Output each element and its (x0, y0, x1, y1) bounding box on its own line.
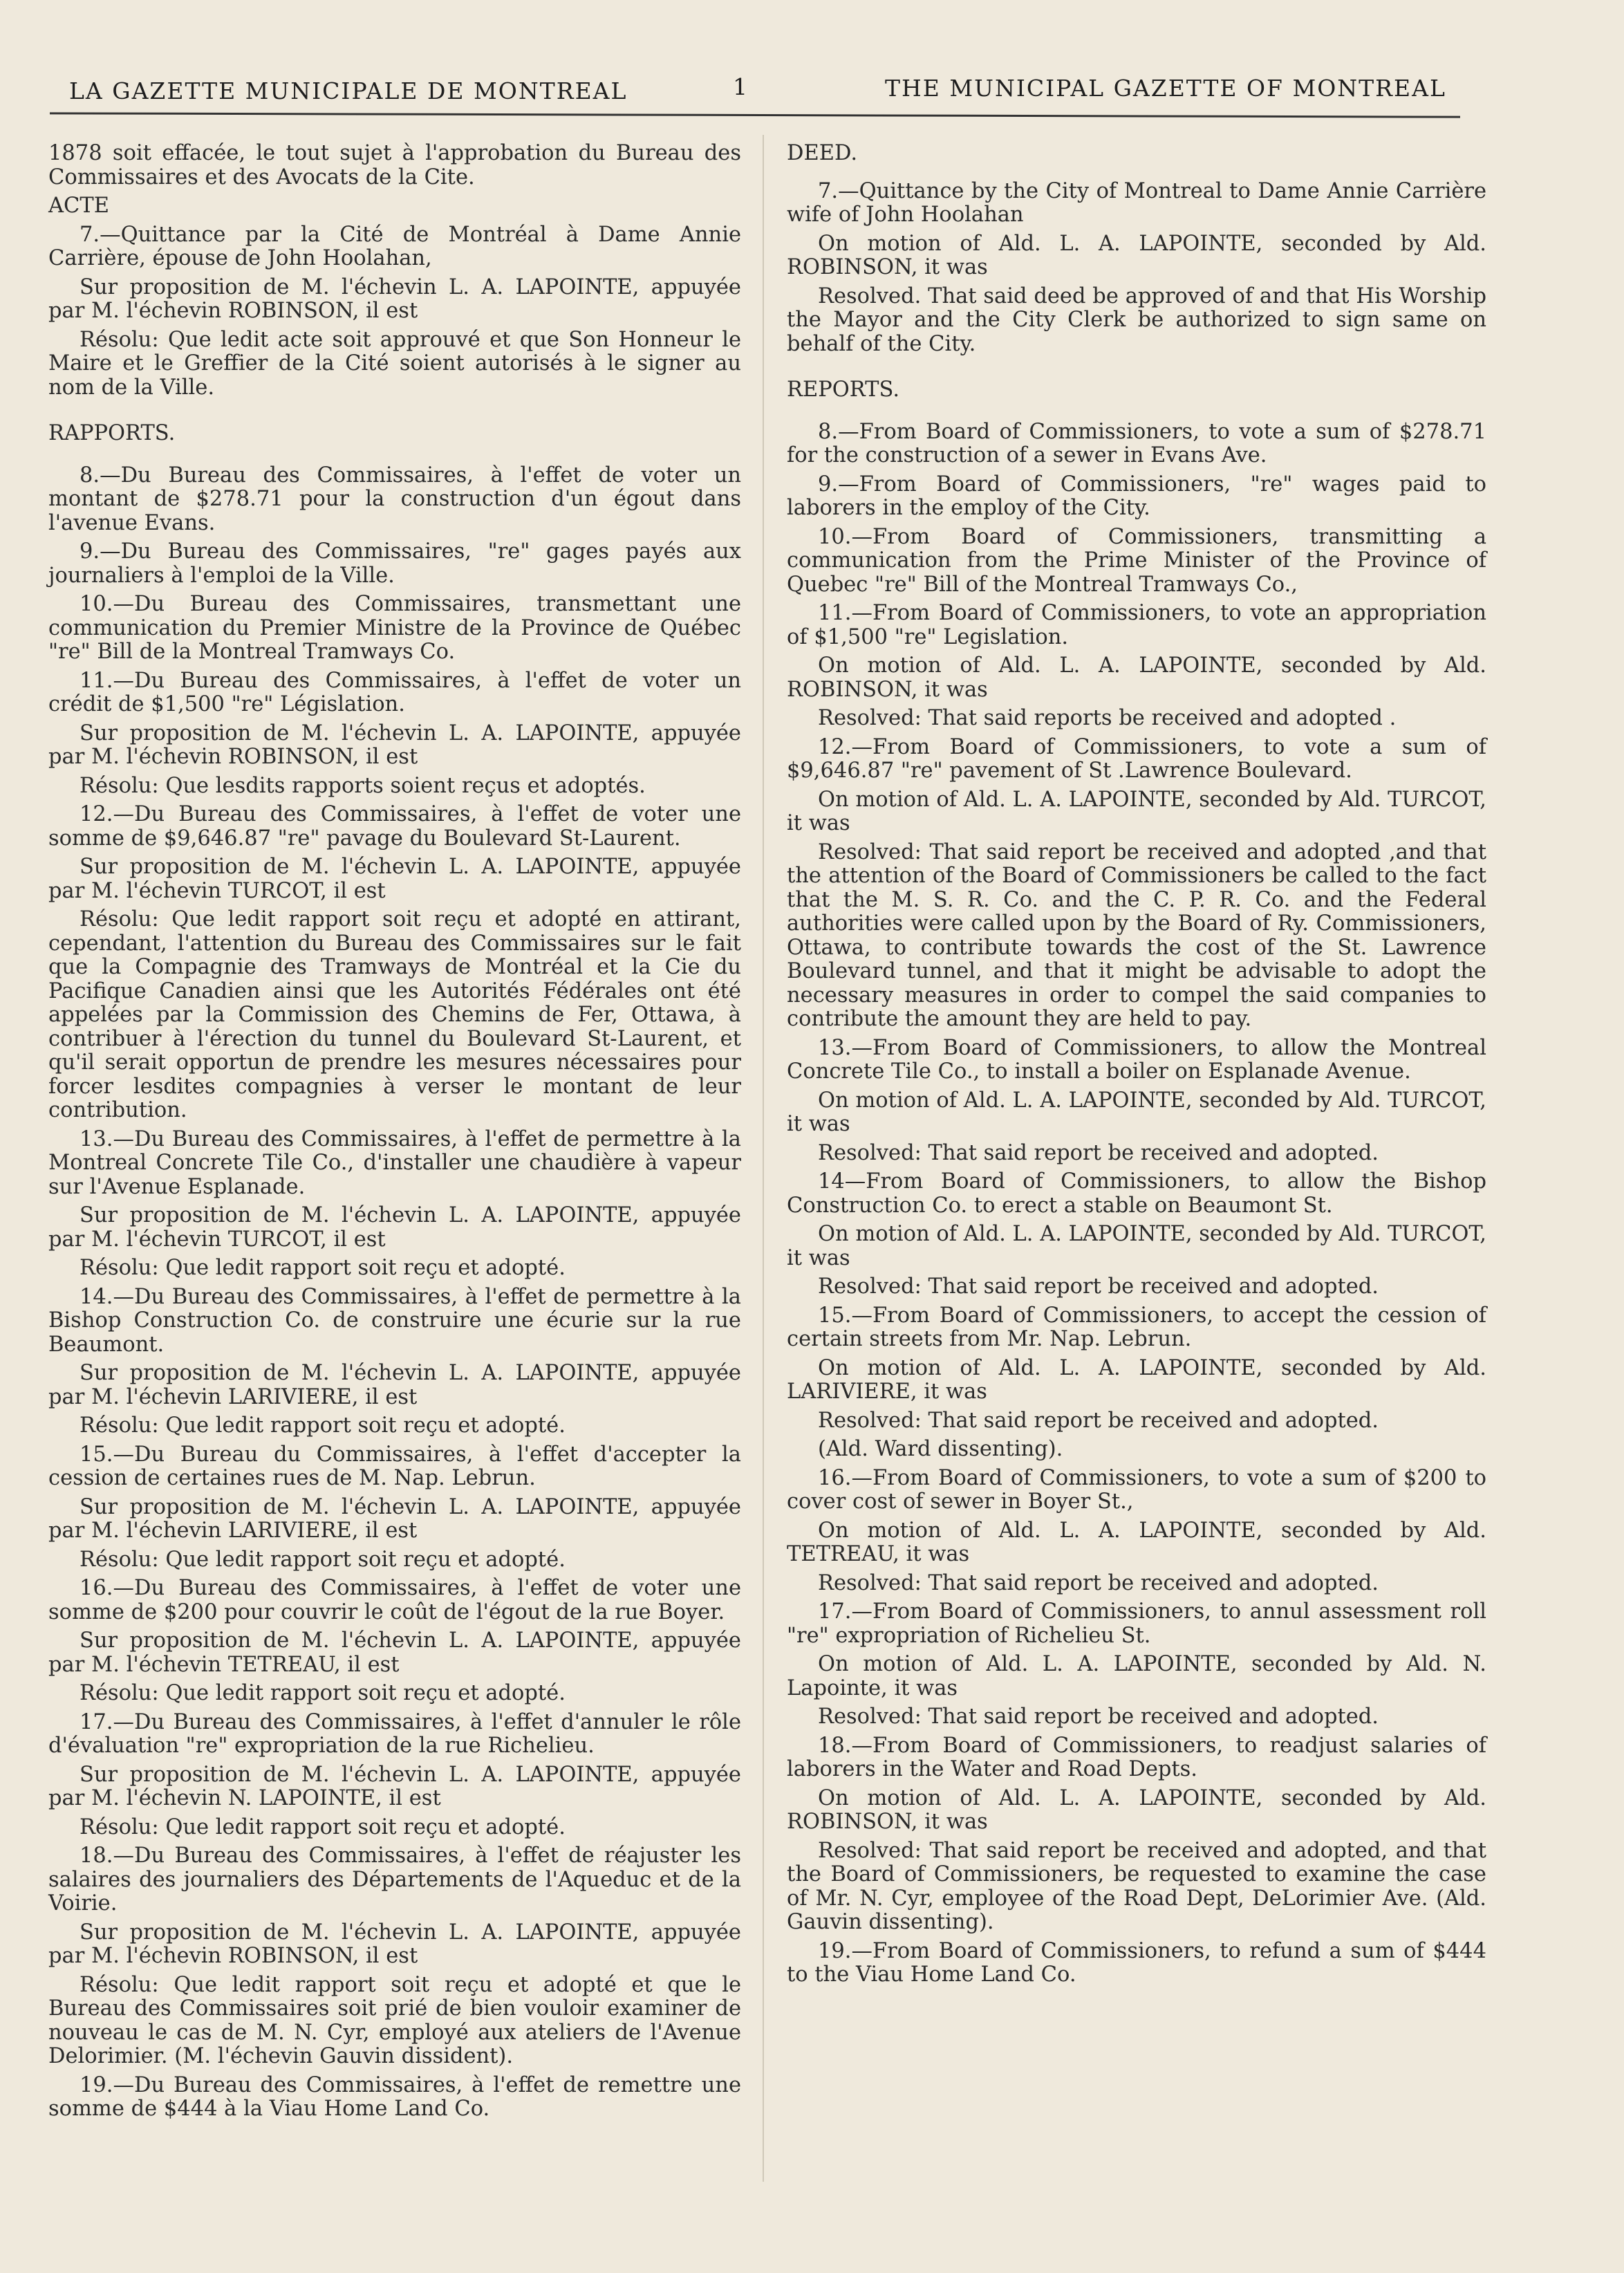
paragraph: 14—From Board of Commissioners, to allow the Bishop Construction Co. to erect a stable on Beaumont St. (787, 1169, 1486, 1218)
paragraph: 11.—Du Bureau des Commissaires, à l'effet de voter un crédit de $1,500 "re" Législation. (48, 668, 741, 716)
paragraph: 13.—Du Bureau des Commissaires, à l'effet de permettre à la Montreal Concrete Tile Co., d'installer une chaudière à vapeur sur l'Avenue Esplanade. (48, 1126, 741, 1199)
paragraph: Sur proposition de M. l'échevin L. A. LAPOINTE, appuyée par M. l'échevin TURCOT, il est (48, 855, 741, 903)
paragraph: 18.—Du Bureau des Commissaires, à l'effet de réajuster les salaires des journaliers des Départements de l'Aqueduc et de la Voirie. (48, 1844, 741, 1915)
paragraph: Résolu: Que ledit rapport soit reçu et adopté. (80, 1413, 566, 1438)
paragraph: 12.—From Board of Commissioners, to vote a sum of $9,646.87 "re" pavement of St .Lawrence Boulevard. (787, 734, 1486, 783)
paragraph: On motion of Ald. L. A. LAPOINTE, seconded by Ald. TURCOT, it was (787, 1222, 1486, 1270)
paragraph: Sur proposition de M. l'échevin L. A. LAPOINTE, appuyée par M. l'échevin ROBINSON, il est (48, 721, 741, 769)
paragraph: 17.—Du Bureau des Commissaires, à l'effet d'annuler le rôle d'évaluation "re" expropriation de la rue Richelieu. (48, 1709, 741, 1758)
paragraph: Sur proposition de M. l'échevin L. A. LAPOINTE, appuyée par M. l'échevin N. LAPOINTE, il est (48, 1762, 741, 1810)
paragraph: 9.—Du Bureau des Commissaires, "re" gages payés aux journaliers à l'emploi de la Ville. (48, 539, 741, 588)
paragraph: Sur proposition de M. l'échevin L. A. LAPOINTE, appuyée par M. l'échevin LARIVIERE, il est (48, 1361, 741, 1409)
english-column (787, 142, 1486, 1992)
paragraph: Resolved: That said report be received and adopted. (818, 1408, 1379, 1433)
paragraph: 15.—From Board of Commissioners, to accept the cession of certain streets from Mr. Nap. Lebrun. (787, 1303, 1486, 1351)
header-title-english: THE MUNICIPAL GAZETTE OF MONTREAL (885, 75, 1446, 102)
paragraph: 10.—Du Bureau des Commissaires, transmettant une communication du Premier Ministre de la Province de Québec "re" Bill de la Montreal Tramways Co. (48, 592, 741, 664)
paragraph: 17.—From Board of Commissioners, to annul assessment roll "re" expropriation of Richelieu St. (787, 1599, 1486, 1648)
paragraph: Resolved: That said report be received and adopted. (818, 1140, 1379, 1165)
paragraph: 18.—From Board of Commissioners, to readjust salaries of laborers in the Water and Road Depts. (787, 1733, 1486, 1781)
paragraph: Resolved. That said deed be approved of and that His Worship the Mayor and the City Clerk be authorized to sign same on behalf of the City. (787, 284, 1486, 356)
paragraph: Résolu: Que ledit rapport soit reçu et adopté et que le Bureau des Commissaires soit prié de bien vouloir examiner de nouveau le cas de M. N. Cyr, employé aux ateliers de l'Avenue Delorimier. (M. l'échevin Gauvin dissident). (48, 1972, 741, 2068)
paragraph: Resolved: That said report be received and adopted, and that the Board of Commissioners, be requested to examine the case of Mr. N. Cyr, employee of the Road Dept, DeLorimier Ave. (Ald. Gauvin dissenting). (787, 1838, 1486, 1934)
paragraph: Sur proposition de M. l'échevin L. A. LAPOINTE, appuyée par M. l'échevin LARIVIERE, il est (48, 1494, 741, 1543)
paragraph: 16.—Du Bureau des Commissaires, à l'effet de voter une somme de $200 pour couvrir le coût de l'égout de la rue Boyer. (48, 1576, 741, 1624)
paragraph: 12.—Du Bureau des Commissaires, à l'effet de voter une somme de $9,646.87 "re" pavage du Boulevard St-Laurent. (48, 802, 741, 851)
paragraph: 16.—From Board of Commissioners, to vote a sum of $200 to cover cost of sewer in Boyer St., (787, 1465, 1486, 1514)
paragraph: Résolu: Que ledit rapport soit reçu et adopté. (80, 1681, 566, 1705)
paragraph: Resolved: That said report be received and adopted. (818, 1705, 1379, 1729)
paragraph: Résolu: Que ledit rapport soit reçu et adopté. (80, 1547, 566, 1572)
paragraph: Résolu: Que ledit rapport soit reçu et adopté. (80, 1815, 566, 1839)
paragraph: 19.—Du Bureau des Commissaires, à l'effet de remettre une somme de $444 à la Viau Home Land Co. (48, 2072, 741, 2121)
paragraph: On motion of Ald. L. A. LAPOINTE, seconded by Ald. ROBINSON, it was (787, 1785, 1486, 1834)
paragraph: Resolved: That said report be received and adopted. (818, 1274, 1379, 1299)
paragraph: On motion of Ald. L. A. LAPOINTE, seconded by Ald. ROBINSON, it was (787, 653, 1486, 702)
paragraph: Resolved: That said report be received and adopted. (818, 1570, 1379, 1595)
section-heading: DEED. (787, 141, 858, 165)
paragraph: Resolved: That said reports be received and adopted . (818, 706, 1397, 730)
paragraph: Sur proposition de M. l'échevin L. A. LAPOINTE, appuyée par M. l'échevin TETREAU, il est (48, 1629, 741, 1677)
paragraph: 7.—Quittance par la Cité de Montréal à Dame Annie Carrière, épouse de John Hoolahan, (48, 222, 741, 270)
paragraph: On motion of Ald. L. A. LAPOINTE, seconded by Ald. ROBINSON, it was (787, 231, 1486, 279)
paragraph: On motion of Ald. L. A. LAPOINTE, seconded by Ald. TURCOT, it was (787, 787, 1486, 835)
page-header (0, 0, 1624, 138)
header-rule (50, 112, 1460, 118)
paragraph: Résolu: Que ledit rapport soit reçu et adopté en attirant, cependant, l'attention du Bureau des Commissaires sur le fait que la Compagnie des Tramways de Montréal et la Cie du Pacifique Canadien ainsi que les Autorités Fédérales ont été appelées par la Commission des Chemins de Fer, Ottawa, à contribuer à l'érection du tunnel du Boulevard St-Laurent, et qu'il serait opportun de prendre les mesures nécessaires pour forcer lesdites compagnies à verser le montant de leur contribution. (48, 907, 741, 1122)
paragraph: Sur proposition de M. l'échevin L. A. LAPOINTE, appuyée par M. l'échevin ROBINSON, il est (48, 275, 741, 323)
paragraph: 19.—From Board of Commissioners, to refund a sum of $444 to the Viau Home Land Co. (787, 1938, 1486, 1987)
section-heading: REPORTS. (787, 378, 900, 402)
paragraph: 1878 soit effacée, le tout sujet à l'approbation du Bureau des Commissaires et des Avocats de la Cite. (48, 141, 741, 189)
paragraph: 14.—Du Bureau des Commissaires, à l'effet de permettre à la Bishop Construction Co. de construire une écurie sur la rue Beaumont. (48, 1284, 741, 1357)
paragraph: On motion of Ald. L. A. LAPOINTE, seconded by Ald. LARIVIERE, it was (787, 1355, 1486, 1404)
paragraph: On motion of Ald. L. A. LAPOINTE, seconded by Ald. TURCOT, it was (787, 1088, 1486, 1136)
paragraph: 10.—From Board of Commissioners, transmitting a communication from the Prime Minister of the Province of Quebec "re" Bill of the Montreal Tramways Co., (787, 524, 1486, 597)
paragraph: (Ald. Ward dissenting). (818, 1437, 1063, 1461)
paragraph: Sur proposition de M. l'échevin L. A. LAPOINTE, appuyée par M. l'échevin ROBINSON, il est (48, 1920, 741, 1968)
french-column (48, 142, 741, 2126)
paragraph: 8.—From Board of Commissioners, to vote a sum of $278.71 for the construction of a sewer in Evans Ave. (787, 419, 1486, 467)
paragraph: Resolved: That said report be received and adopted ,and that the attention of the Board of Commissioners be called to the fact that the M. S. R. Co. and the C. P. R. Co. and the Federal authorities were called upon by the Board of Ry. Commissioners, Ottawa, to contribute towards the cost of the St. Lawrence Boulevard tunnel, and that it might be advisable to adopt the necessary measures in order to compel the said companies to contribute the amount they are held to pay. (787, 839, 1486, 1031)
paragraph: 15.—Du Bureau du Commissaires, à l'effet d'accepter la cession de certaines rues de M. Nap. Lebrun. (48, 1442, 741, 1490)
paragraph: Résolu: Que ledit rapport soit reçu et adopté. (80, 1256, 566, 1280)
paragraph: On motion of Ald. L. A. LAPOINTE, seconded by Ald. N. Lapointe, it was (787, 1652, 1486, 1700)
section-heading: ACTE (48, 194, 109, 218)
header-title-french: LA GAZETTE MUNICIPALE DE MONTREAL (69, 77, 628, 104)
paragraph: Résolu: Que lesdits rapports soient reçus et adoptés. (80, 773, 646, 798)
paragraph: 11.—From Board of Commissioners, to vote an appropriation of $1,500 "re" Legislation. (787, 601, 1486, 649)
paragraph: 13.—From Board of Commissioners, to allow the Montreal Concrete Tile Co., to install a boiler on Esplanade Avenue. (787, 1035, 1486, 1084)
paragraph: 8.—Du Bureau des Commissaires, à l'effet de voter un montant de $278.71 pour la construction d'un égout dans l'avenue Evans. (48, 463, 741, 535)
paragraph: 7.—Quittance by the City of Montreal to Dame Annie Carrière wife of John Hoolahan (787, 178, 1486, 227)
paragraph: On motion of Ald. L. A. LAPOINTE, seconded by Ald. TETREAU, it was (787, 1518, 1486, 1566)
section-heading: RAPPORTS. (48, 421, 176, 445)
column-divider (763, 135, 764, 2182)
paragraph: Sur proposition de M. l'échevin L. A. LAPOINTE, appuyée par M. l'échevin TURCOT, il est (48, 1203, 741, 1252)
paragraph: Résolu: Que ledit acte soit approuvé et que Son Honneur le Maire et le Greffier de la Cité soient autorisés à le signer au nom de la Ville. (48, 327, 741, 400)
paragraph: 9.—From Board of Commissioners, "re" wages paid to laborers in the employ of the City. (787, 472, 1486, 520)
page-number: 1 (733, 73, 747, 100)
